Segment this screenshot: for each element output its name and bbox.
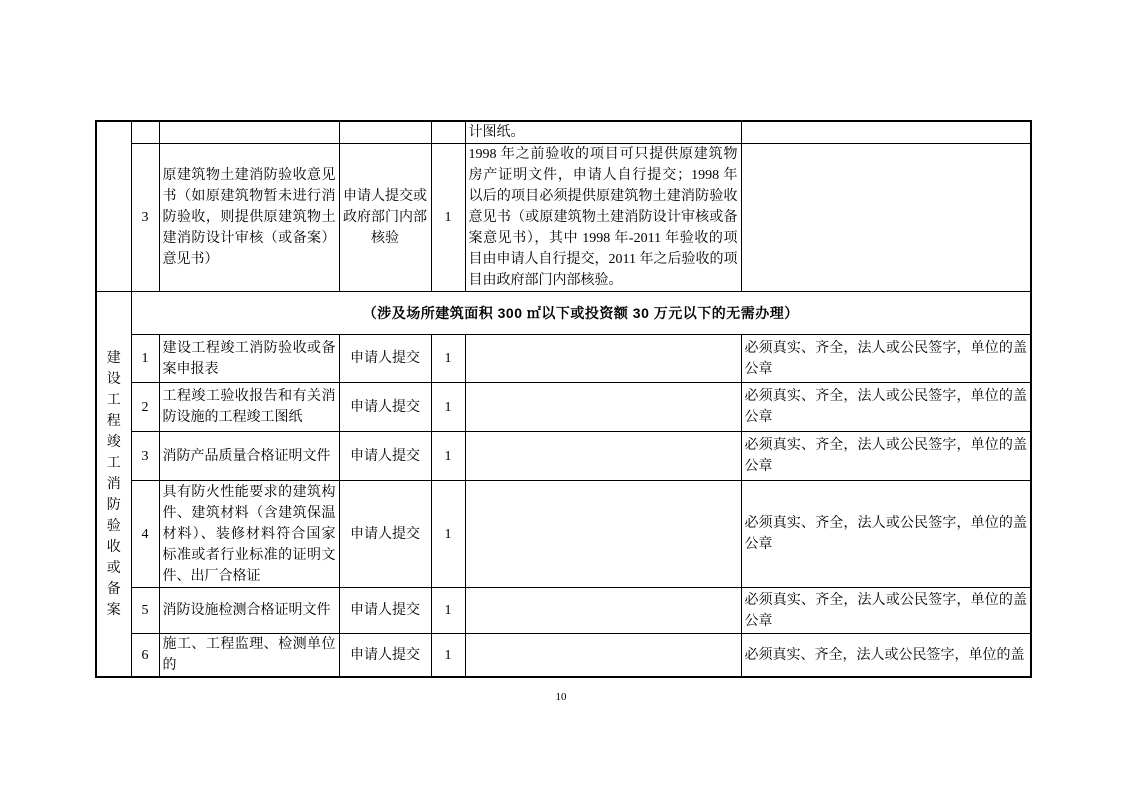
cell-remark: 必须真实、齐全，法人或公民签字，单位的盖公章 xyxy=(741,335,1031,383)
cell-number-empty xyxy=(131,121,159,144)
cell-number: 6 xyxy=(131,634,159,678)
cell-source: 申请人提交或政府部门内部核验 xyxy=(339,144,431,292)
cell-source: 申请人提交 xyxy=(339,383,431,432)
cell-source-empty xyxy=(339,121,431,144)
cell-remark-empty xyxy=(741,121,1031,144)
cell-category-empty xyxy=(96,121,131,292)
cell-count: 1 xyxy=(431,481,465,588)
cell-number: 3 xyxy=(131,432,159,481)
cell-number: 4 xyxy=(131,481,159,588)
materials-table xyxy=(95,120,1032,678)
cell-material-name: 具有防火性能要求的建筑构件、建筑材料（含建筑保温材料）、装修材料符合国家标准或者行业标准的证明文件、出厂合格证 xyxy=(159,481,339,588)
table-row xyxy=(96,383,1031,432)
cell-count: 1 xyxy=(431,432,465,481)
cell-description: 1998 年之前验收的项目可只提供原建筑物房产证明文件，申请人自行提交；1998 年以后的项目必须提供原建筑物土建消防验收意见书（或原建筑物土建消防设计审核或备案意见书），其中 1998 年-2011 年验收的项目由申请人自行提交，2011 年之后验收的项目由政府部门内部核验。 xyxy=(465,144,741,292)
cell-description-empty xyxy=(465,588,741,634)
cell-remark: 必须真实、齐全，法人或公民签字，单位的盖公章 xyxy=(741,383,1031,432)
cell-category-label: 建设工程竣工消防验收或备案 xyxy=(96,292,131,678)
section-banner: （涉及场所建筑面积 300 ㎡以下或投资额 30 万元以下的无需办理） xyxy=(131,292,1031,335)
cell-material-name: 工程竣工验收报告和有关消防设施的工程竣工图纸 xyxy=(159,383,339,432)
cell-source: 申请人提交 xyxy=(339,634,431,678)
cell-material-name: 消防产品质量合格证明文件 xyxy=(159,432,339,481)
cell-number: 3 xyxy=(131,144,159,292)
cell-remark: 必须真实、齐全，法人或公民签字，单位的盖公章 xyxy=(741,588,1031,634)
cell-material-empty xyxy=(159,121,339,144)
cell-count: 1 xyxy=(431,588,465,634)
cell-material-name: 消防设施检测合格证明文件 xyxy=(159,588,339,634)
table-row xyxy=(96,144,1031,292)
cell-remark: 必须真实、齐全，法人或公民签字，单位的盖 xyxy=(741,634,1031,678)
cell-source: 申请人提交 xyxy=(339,335,431,383)
cell-source: 申请人提交 xyxy=(339,588,431,634)
cell-description-empty xyxy=(465,481,741,588)
cell-material-name: 施工、工程监理、检测单位的 xyxy=(159,634,339,678)
cell-number: 2 xyxy=(131,383,159,432)
cell-description-empty xyxy=(465,634,741,678)
cell-remark: 必须真实、齐全，法人或公民签字，单位的盖公章 xyxy=(741,481,1031,588)
cell-material-name: 建设工程竣工消防验收或备案申报表 xyxy=(159,335,339,383)
cell-description-empty xyxy=(465,432,741,481)
table-row-partial xyxy=(96,121,1031,144)
table-row xyxy=(96,588,1031,634)
cell-count: 1 xyxy=(431,144,465,292)
cell-count: 1 xyxy=(431,634,465,678)
table-row xyxy=(96,481,1031,588)
cell-remark-empty xyxy=(741,144,1031,292)
cell-description-empty xyxy=(465,335,741,383)
cell-description-partial: 计图纸。 xyxy=(465,121,741,144)
cell-number: 1 xyxy=(131,335,159,383)
cell-source: 申请人提交 xyxy=(339,481,431,588)
cell-count: 1 xyxy=(431,335,465,383)
table-row-truncated xyxy=(96,634,1031,678)
cell-description-empty xyxy=(465,383,741,432)
page-number: 10 xyxy=(555,691,567,703)
cell-count-empty xyxy=(431,121,465,144)
cell-material-name: 原建筑物土建消防验收意见书（如原建筑物暂未进行消防验收，则提供原建筑物土建消防设计审核（或备案）意见书） xyxy=(159,144,339,292)
cell-source: 申请人提交 xyxy=(339,432,431,481)
table-row-banner xyxy=(96,292,1031,335)
table-row xyxy=(96,335,1031,383)
cell-number: 5 xyxy=(131,588,159,634)
table-row xyxy=(96,432,1031,481)
cell-remark: 必须真实、齐全，法人或公民签字，单位的盖公章 xyxy=(741,432,1031,481)
cell-count: 1 xyxy=(431,383,465,432)
